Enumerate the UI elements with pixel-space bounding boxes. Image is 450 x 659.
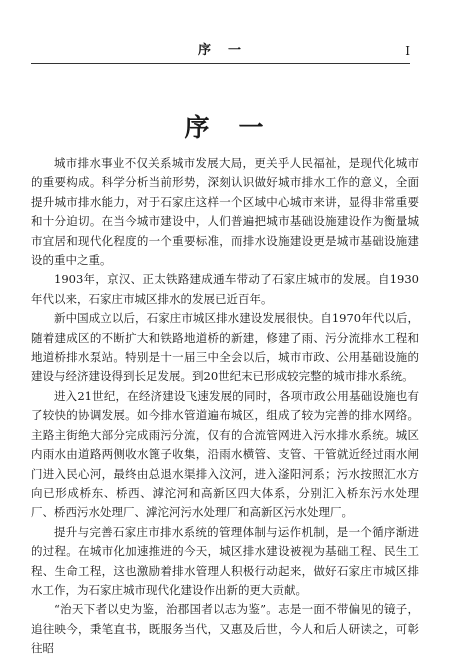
paragraph-3: 新中国成立以后，石家庄市城区排水建设发展很快。自1970年代以后，随着建成区的不断扩大和铁路地道桥的新建，修建了雨、污分流排水工程和地道桥排水泵站。特别是十一届三中全会以后，城市市政、公用基础设施的建设与经济建设得到长足发展。到20世纪末已形成较完整的城市排水系统。 — [31, 311, 419, 384]
paragraph-5: 提升与完善石家庄市排水系统的管理体制与运作机制，是一个循序渐进的过程。在城市化加速推进的今天，城区排水建设被视为基础工程、民生工程、生命工程，这也激励着排水管理人积极行动起来，做好石家庄市城区排水工作，为石家庄城市现代化建设作出新的更大贡献。 — [31, 524, 419, 597]
header-divider — [31, 63, 410, 64]
paragraph-2: 1903年，京汉、正太铁路建成通车带动了石家庄城市的发展。自1930年代以来，石家庄市城区排水的发展已近百年。 — [31, 272, 419, 306]
running-header-title: 序 一 — [197, 43, 243, 58]
body-text — [31, 154, 419, 659]
paragraph-4: 进入21世纪，在经济建设飞速发展的同时，各项市政公用基础设施也有了较快的协调发展。如今排水管道遍布城区，组成了较为完善的排水网络。主路主街绝大部分完成雨污分流，仅有的合流管网进入污水排水系统。城区内雨水由道路两侧收水篦子收集，沿雨水横管、支管、干管就近经过雨水闸门进入民心河，最终由总退水渠排入汶河，进入滏阳河系；污水按照汇水方向已形成桥东、桥西、滹沱河和高新区四大体系，分别汇入桥东污水处理厂、桥西污水处理厂、滹沱河污水处理厂和高新区污水处理厂。 — [31, 388, 419, 520]
paragraph-6: “治天下者以史为鉴，治郡国者以志为鉴”。志是一面不带偏见的镜子，追往映今，秉笔直书，既服务当代，又惠及后世，今人和后人研读之，可彰往昭 — [31, 602, 419, 656]
running-header — [31, 42, 410, 60]
chapter-title: 序 一 — [184, 113, 266, 142]
paragraph-1: 城市排水事业不仅关系城市发展大局，更关乎人民福祉，是现代化城市的重要构成。科学分析当前形势，深刻认识做好城市排水工作的意义，全面提升城市排水能力，对于石家庄这样一个区域中心城市来讲，显得非常重要和十分迫切。在当今城市建设中，人们普遍把城市基础设施建设作为衡量城市宜居和现代化程度的一个重要标准，而排水设施建设更是城市基础设施建设的重中之重。 — [31, 156, 419, 268]
page-number: I — [405, 44, 410, 58]
